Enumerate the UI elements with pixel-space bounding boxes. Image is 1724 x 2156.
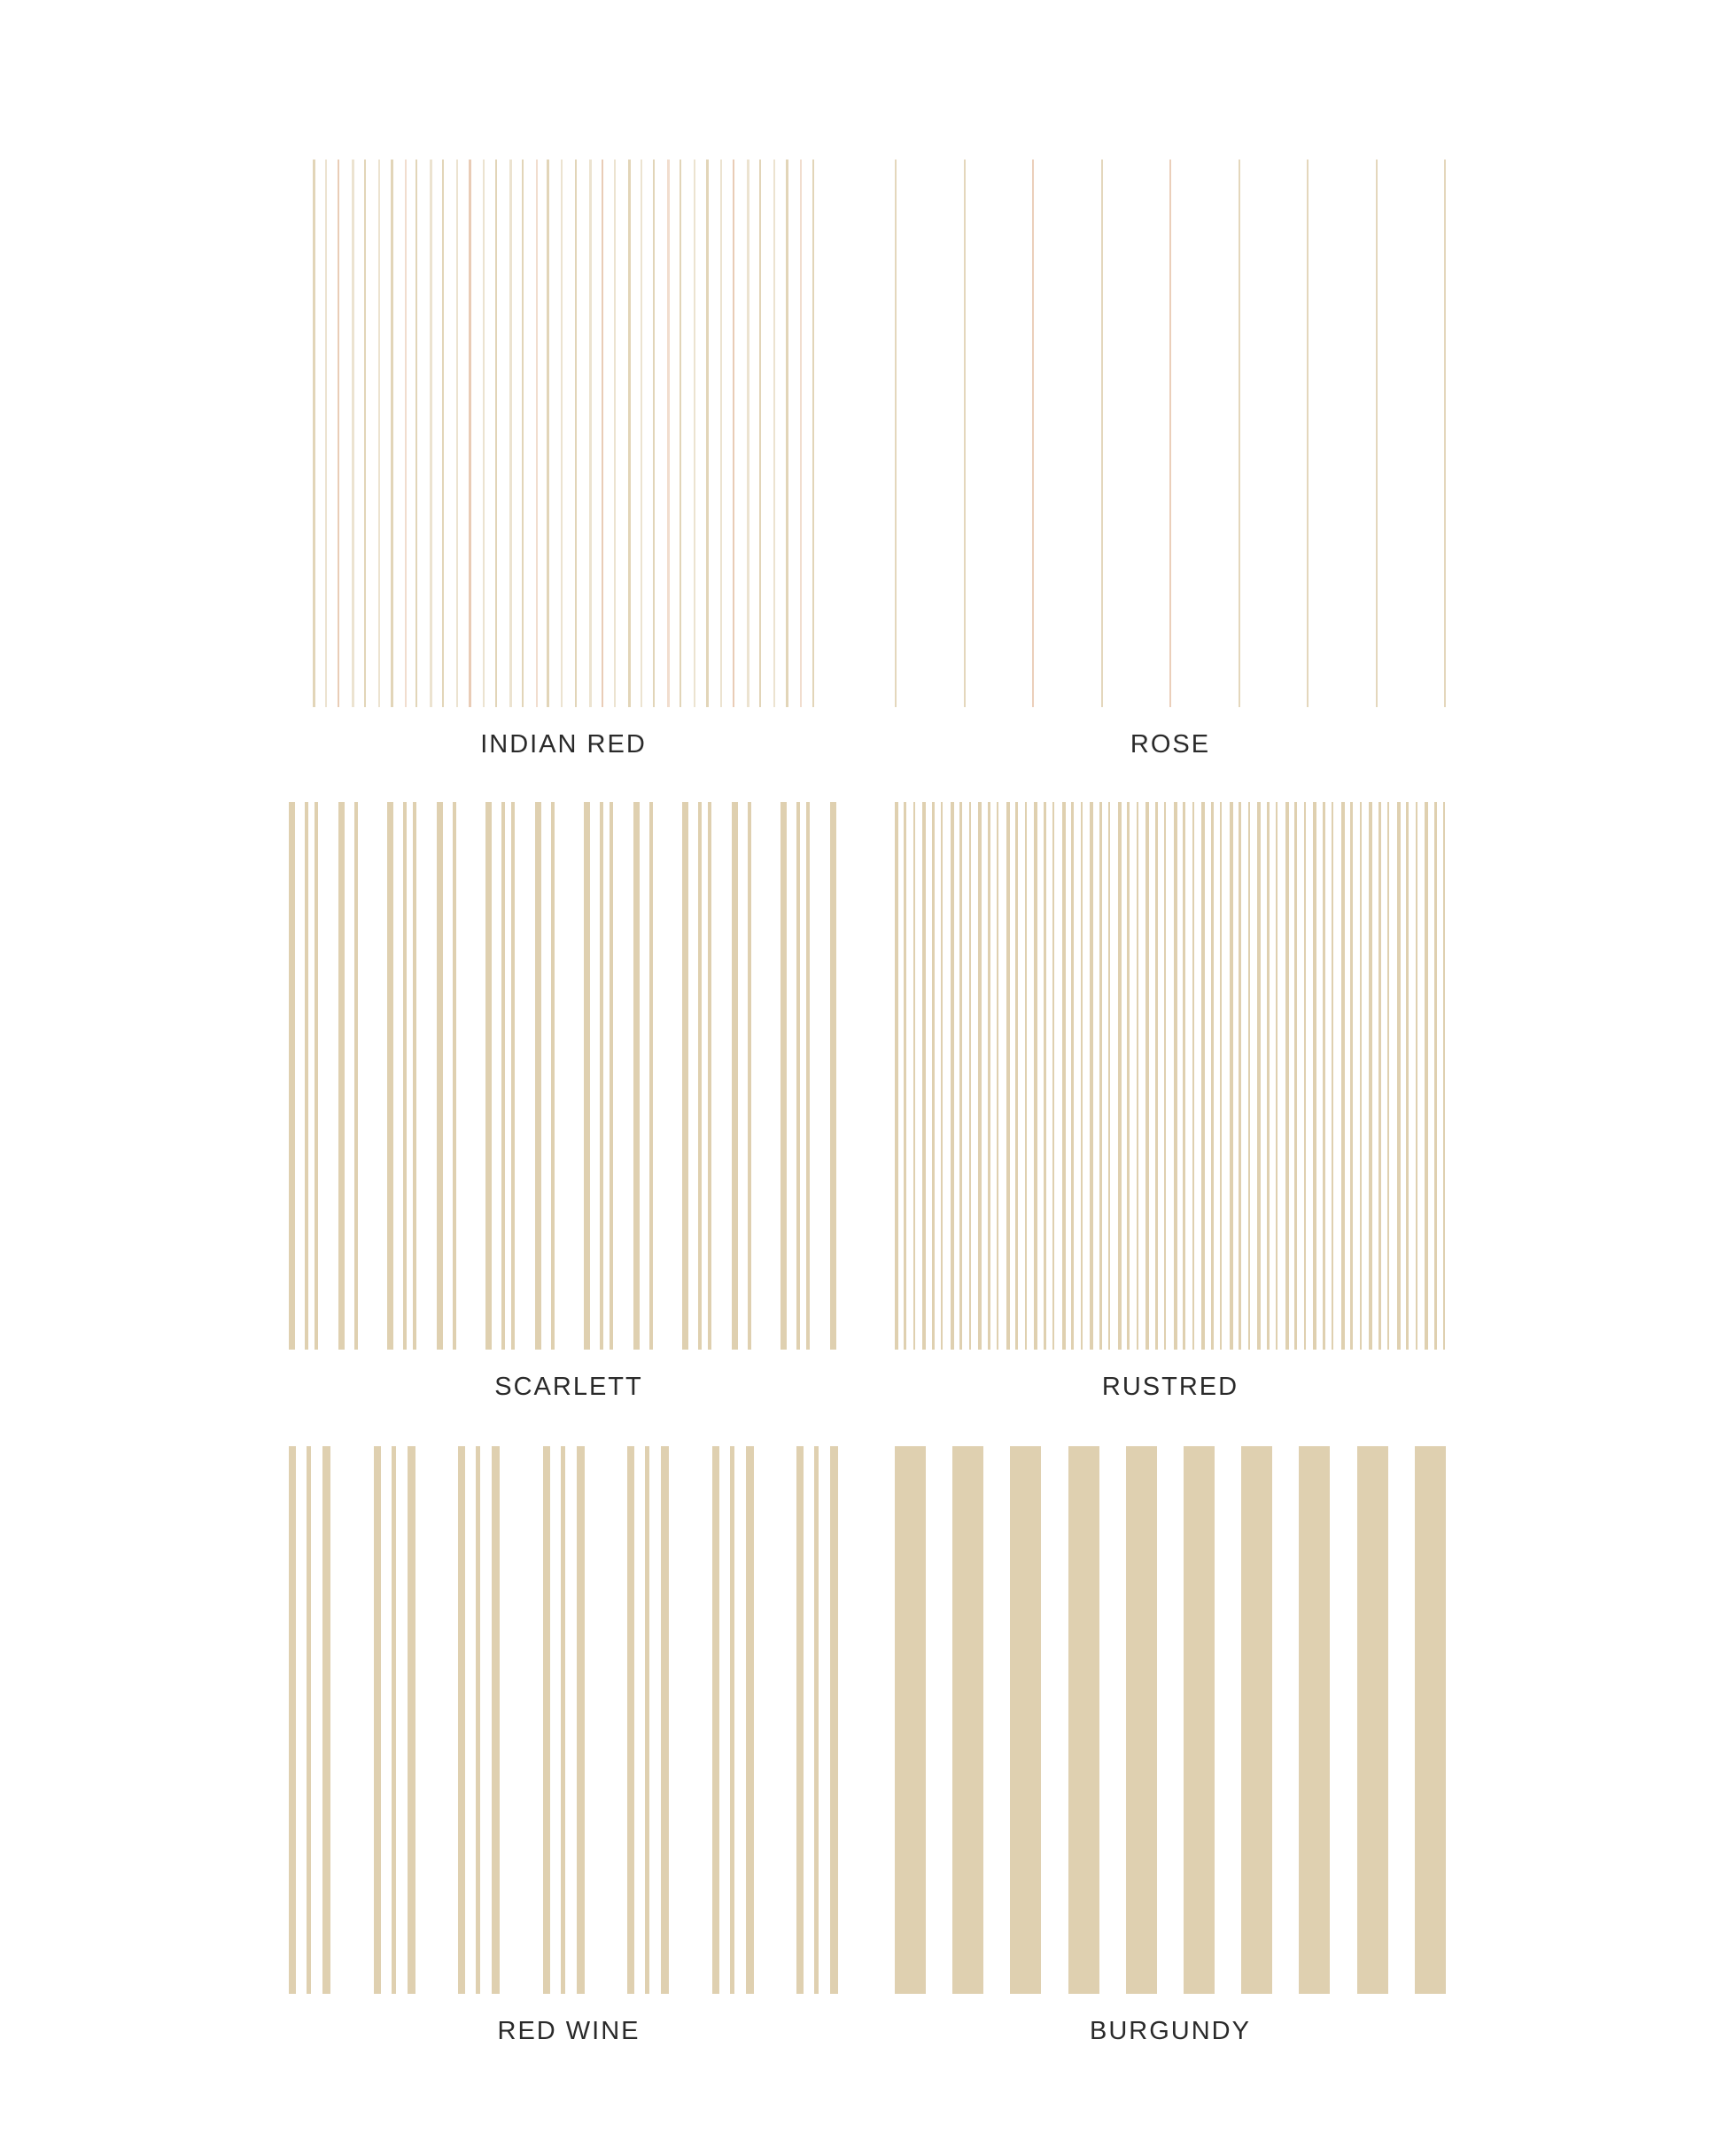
stripe-pattern-indian-red [313,160,814,707]
stripe-pattern-burgundy [895,1446,1446,1994]
pinstripe [442,160,444,707]
double-stripe-wide [830,802,836,1350]
double-stripe-thin [403,802,407,1350]
double-stripe-thin [315,802,318,1350]
hairline-stripe [1444,160,1446,707]
double-stripe-thin [551,802,555,1350]
double-stripe-thin [796,802,800,1350]
swatch-label-burgundy: BURGUNDY [1090,2017,1251,2045]
pinstripe [680,160,681,707]
hairline-stripe [1307,160,1309,707]
double-stripe-wide [338,802,345,1350]
group-stripe [661,1446,669,1994]
pinstripe [602,160,603,707]
fine-stripe [1034,802,1037,1350]
swatch-label-scarlett: SCARLETT [494,1373,643,1401]
block-stripe [1415,1446,1446,1994]
block-stripe [1068,1446,1099,1994]
fine-stripe [988,802,990,1350]
fine-stripe [969,802,971,1350]
double-stripe-wide [437,802,443,1350]
pinstripe [495,160,497,707]
group-stripe [374,1446,381,1994]
fine-stripe [895,802,898,1350]
stripe-pattern-red-wine [289,1446,838,1994]
pinstripe [378,160,380,707]
block-stripe [1241,1446,1272,1994]
fine-stripe [1090,802,1093,1350]
group-stripe [307,1446,311,1994]
fine-stripe [1313,802,1316,1350]
fine-stripe [1025,802,1027,1350]
pinstripe [430,160,432,707]
pinstripe [338,160,339,707]
pinstripe [694,160,695,707]
group-stripe [627,1446,634,1994]
fine-stripe [1099,802,1102,1350]
fine-stripe [1164,802,1166,1350]
group-stripe [543,1446,550,1994]
group-stripe [322,1446,330,1994]
pinstripe [325,160,327,707]
pinstripe [509,160,512,707]
block-stripe [1184,1446,1215,1994]
fine-stripe [1201,802,1205,1350]
group-stripe [561,1446,565,1994]
pinstripe [415,160,417,707]
fine-stripe [978,802,982,1350]
pinstripe [483,160,485,707]
fine-stripe [1230,802,1233,1350]
group-stripe [746,1446,754,1994]
swatch-card-red-wine[interactable] [289,1446,838,2045]
group-stripe [289,1446,296,1994]
fine-stripe [1052,802,1054,1350]
block-stripe [1299,1446,1330,1994]
swatch-label-rustred: RUSTRED [1101,1373,1239,1401]
pinstripe [589,160,592,707]
fine-stripe [1071,802,1074,1350]
pinstripe [352,160,354,707]
double-stripe-wide [535,802,541,1350]
fine-stripe [1137,802,1138,1350]
fine-stripe [1425,802,1428,1350]
double-stripe-wide [732,802,738,1350]
group-stripe [645,1446,649,1994]
fine-stripe [1387,802,1389,1350]
swatch-label-red-wine: RED WINE [497,2017,641,2045]
fine-stripe [1378,802,1381,1350]
pinstripe [405,160,407,707]
double-stripe-thin [453,802,456,1350]
stripe-pattern-scarlett [289,802,838,1350]
stripe-pattern-rustred [895,802,1446,1350]
pinstripe [469,160,471,707]
pinstripe [313,160,315,707]
pinstripe [628,160,631,707]
block-stripe [952,1446,983,1994]
fine-stripe [1285,802,1289,1350]
double-stripe-thin [806,802,810,1350]
fine-stripe [922,802,926,1350]
fine-stripe [1062,802,1066,1350]
group-stripe [458,1446,465,1994]
pinstripe [747,160,749,707]
fine-stripe [932,802,935,1350]
double-stripe-thin [501,802,505,1350]
double-stripe-wide [387,802,393,1350]
double-stripe-wide [584,802,590,1350]
fine-stripe [1044,802,1046,1350]
swatch-card-burgundy[interactable] [895,1446,1444,2045]
fine-stripe [1108,802,1110,1350]
double-stripe-thin [708,802,711,1350]
double-stripe-thin [649,802,653,1350]
group-stripe [577,1446,585,1994]
double-stripe-wide [633,802,640,1350]
double-stripe-thin [305,802,308,1350]
double-stripe-thin [600,802,603,1350]
double-stripe-wide [682,802,688,1350]
fine-stripe [1323,802,1325,1350]
fine-stripe [1081,802,1083,1350]
group-stripe [730,1446,734,1994]
fine-stripe [1192,802,1194,1350]
fine-stripe [1434,802,1437,1350]
pinstripe [364,160,366,707]
group-stripe [796,1446,804,1994]
fine-stripe [1276,802,1277,1350]
fine-stripe [1416,802,1417,1350]
fine-stripe [1015,802,1018,1350]
pinstripe [536,160,538,707]
fine-stripe [1369,802,1372,1350]
swatch-card-scarlett[interactable] [289,802,838,1401]
fine-stripe [1211,802,1214,1350]
fine-stripe [941,802,943,1350]
fine-stripe [1006,802,1010,1350]
double-stripe-wide [780,802,787,1350]
pinstripe [706,160,709,707]
block-stripe [1357,1446,1388,1994]
fine-stripe [1239,802,1241,1350]
double-stripe-wide [485,802,492,1350]
pinstripe [773,160,775,707]
group-stripe [712,1446,719,1994]
pinstripe [812,160,814,707]
fine-stripe [1332,802,1333,1350]
hairline-stripe [1376,160,1378,707]
hairline-stripe [1101,160,1103,707]
fine-stripe [1304,802,1306,1350]
pinstripe [759,160,761,707]
pinstripe [667,160,670,707]
hairline-stripe [1169,160,1171,707]
pinstripe [575,160,577,707]
fine-stripe [1294,802,1297,1350]
pinstripe [653,160,655,707]
hairline-stripe [1032,160,1034,707]
hairline-stripe [895,160,897,707]
pinstripe [522,160,524,707]
pinstripe [614,160,616,707]
fine-stripe [997,802,998,1350]
fine-stripe [1220,802,1222,1350]
pinstripe [786,160,788,707]
block-stripe [895,1446,926,1994]
fine-stripe [1341,802,1345,1350]
hairline-stripe [964,160,966,707]
block-stripe [1010,1446,1041,1994]
fine-stripe [1406,802,1409,1350]
group-stripe [492,1446,500,1994]
double-stripe-thin [511,802,515,1350]
double-stripe-thin [610,802,613,1350]
fine-stripe [1267,802,1270,1350]
fine-stripe [951,802,954,1350]
swatch-label-rose: ROSE [1130,730,1211,759]
pinstripe [391,160,393,707]
double-stripe-thin [698,802,702,1350]
pinstripe [800,160,802,707]
swatch-card-rose[interactable] [895,160,1444,759]
group-stripe [408,1446,415,1994]
fine-stripe [959,802,962,1350]
fine-stripe [1248,802,1250,1350]
fine-stripe [1174,802,1177,1350]
double-stripe-thin [413,802,416,1350]
swatch-label-indian-red: INDIAN RED [480,730,647,759]
fine-stripe [1155,802,1158,1350]
block-stripe [1126,1446,1157,1994]
double-stripe-thin [354,802,358,1350]
pinstripe [641,160,642,707]
pinstripe [456,160,458,707]
fine-stripe [1127,802,1130,1350]
fine-stripe [904,802,906,1350]
fine-stripe [1183,802,1185,1350]
hairline-stripe [1239,160,1240,707]
fine-stripe [1360,802,1362,1350]
double-stripe-wide [289,802,295,1350]
fine-stripe [1397,802,1401,1350]
group-stripe [830,1446,838,1994]
fine-stripe [1443,802,1445,1350]
pinstripe [547,160,549,707]
swatch-card-indian-red[interactable] [313,160,862,759]
fine-stripe [1118,802,1122,1350]
swatch-card-rustred[interactable] [895,802,1444,1401]
fine-stripe [1145,802,1149,1350]
pinstripe [720,160,722,707]
fine-stripe [913,802,915,1350]
fine-stripe [1350,802,1353,1350]
pinstripe [561,160,563,707]
group-stripe [476,1446,480,1994]
double-stripe-thin [748,802,751,1350]
group-stripe [814,1446,819,1994]
pinstripe [733,160,734,707]
stripe-pattern-rose [895,160,1446,707]
group-stripe [392,1446,396,1994]
fine-stripe [1257,802,1261,1350]
